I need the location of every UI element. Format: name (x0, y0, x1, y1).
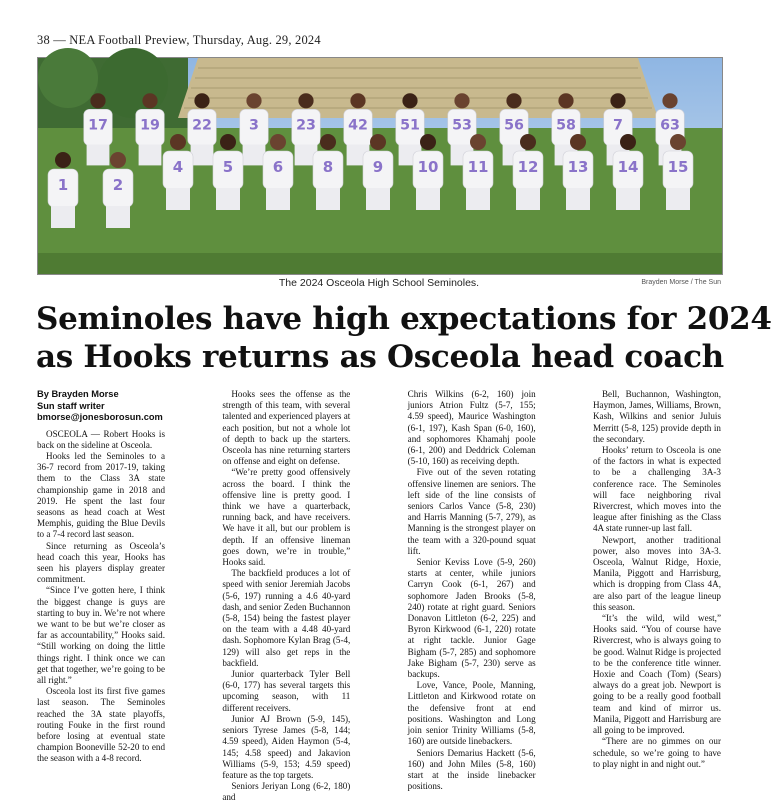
photo-caption: The 2024 Osceola High School Seminoles. (278, 277, 480, 289)
jersey-number: 58 (556, 117, 576, 134)
article-paragraph: Hooks’ return to Osceola is one of the factors in what is expected to be a challenging 3A-3 conference race. The Seminoles will face neighboring rival Rivercrest, which moves into the league after finishing as the Class 4A state runner-up last fall. (592, 445, 721, 534)
article-paragraph: Seniors Demarius Hackett (5-6, 160) and John Miles (5-8, 160) start at the inside linebacker positions. (407, 747, 536, 792)
byline-author: By Brayden Morse (37, 389, 119, 399)
article-paragraph: Hooks led the Seminoles to a 36-7 record from 2017-19, taking them to the Class 3A state championship game in 2018 and 2019. He spent the last four seasons as head coach at West Memphis, guiding the Blue Devils to a 7-4 record last season. (37, 450, 165, 540)
jersey-number: 2 (112, 176, 124, 194)
article-paragraph: Bell, Buchannon, Washington, Haymon, James, Williams, Brown, Kash, Wilkins and senior Juluis Merritt (5-8, 125) provide depth in the secondary. (592, 389, 721, 444)
jersey-number: 10 (417, 158, 439, 176)
article-paragraph: Since returning as Osceola’s head coach this year, Hooks has seen his players display greater commitment. (37, 540, 165, 585)
jersey-number: 23 (296, 117, 316, 134)
jersey-number: 1 (57, 176, 69, 194)
headline-line-2: as Hooks returns as Osceola head coach (36, 339, 724, 375)
jersey-number: 13 (567, 158, 589, 176)
article-paragraph: Senior Keviss Love (5-9, 260) starts at center, while juniors Carryn Cook (6-1, 267) and sophomore Jaden Brooks (5-8, 240) rotate at right guard. Seniors Donavon Littleton (6-2, 225) and Byron Kirkwood (6-1, 220) rotate at right tackle. Junior Gage Bigham (5-7, 285) and sophomore Jake Bigham (5-7, 230) serve as backups. (407, 557, 536, 680)
article-column-2 (222, 389, 351, 803)
jersey-number: 4 (172, 158, 184, 176)
running-head: 38 — NEA Football Preview, Thursday, Aug. 29, 2024 (37, 33, 321, 47)
article-paragraph: Junior AJ Brown (5-9, 145), seniors Tyrese James (5-8, 144; 4.59 speed), Aiden Haymon (5-4, 145; 4.58 speed) and Jakavion Williams (5-9, 153; 4.59 speed) feature as the top targets. (222, 713, 351, 780)
jersey-number: 19 (140, 117, 160, 134)
jersey-number: 42 (348, 117, 368, 134)
photo-credit: Brayden Morse / The Sun (641, 279, 721, 286)
jersey-number: 9 (372, 158, 384, 176)
jersey-number: 15 (667, 158, 689, 176)
team-photo-illustration (38, 58, 722, 274)
jersey-number: 8 (322, 158, 334, 176)
article-paragraph: Love, Vance, Poole, Manning, Littleton and Kirkwood rotate on the defensive front at end positions. Washington and Long join senior Trinity Williams (5-8, 160) are outside linebackers. (407, 680, 536, 747)
jersey-number: 17 (88, 117, 108, 134)
headline-line-1: Seminoles have high expectations for 2024 (36, 301, 772, 337)
jersey-number: 53 (452, 117, 472, 134)
article-paragraph: Junior quarterback Tyler Bell (6-0, 177) has several targets this upcoming season, with 11 different receivers. (222, 669, 351, 713)
article-paragraph: Hooks sees the offense as the strength of this team, with several talented and experienced players at each position, but not a whole lot of depth to back up the starters. Osceola has nine returning starters on offense and eight on defense. (222, 389, 351, 467)
byline-title: Sun staff writer (37, 400, 105, 411)
article-column-4 (592, 389, 721, 769)
byline-email[interactable]: bmorse@jonesborosun.com (37, 412, 163, 422)
article-body (37, 389, 721, 803)
article-column-1 (37, 389, 165, 764)
article-paragraph: “It’s the wild, wild west,” Hooks said. “You of course have Rivercrest, who is always going to be good. Walnut Ridge is projected to be the conference title winner. Hoxie and Coach (Tom) (Sears) always do a great job. Newport is going to be a really good football team and kind of mirror us. Manila, Piggott and Harrisburg are all going to be improved. (592, 613, 721, 736)
article-paragraph: “We’re pretty good offensively across the board. I think the offensive line is pretty good. I think we have a quarterback, running back, and have receivers. We have it all, but our problem is depth. If an offensive lineman goes down, we’re in trouble,” Hooks said. (222, 467, 351, 568)
headline (36, 300, 772, 376)
jersey-number: 7 (613, 117, 623, 134)
article-paragraph: Chris Wilkins (6-2, 160) join juniors Atrion Fultz (5-7, 155; 4.59 speed), Maurice Washington (6-1, 197), Kash Span (6-0, 160), and sophomores Khamahj poole (6-1, 200) and Deddrick Coleman (5-10, 160) as receiving depth. (407, 389, 536, 467)
jersey-number: 6 (272, 158, 284, 176)
article-paragraph: The backfield produces a lot of speed with senior Jeremiah Jacobs (5-6, 197) running a 4.6 40-yard dash, and senior Zeden Buchannon (5-8, 154) being the fastest player on the team with a 4.48 40-yard dash. Sophomore Kylan Brag (5-4, 129) will also get reps in the backfield. (222, 568, 351, 668)
byline (37, 389, 165, 424)
jersey-number: 51 (400, 117, 420, 134)
jersey-number: 12 (517, 158, 539, 176)
team-photo (37, 57, 723, 275)
article-paragraph: OSCEOLA — Robert Hooks is back on the sideline at Osceola. (37, 428, 165, 450)
article-paragraph: Newport, another traditional power, also moves into 3A-3. Osceola, Walnut Ridge, Hoxie, Manila, Piggott and Harrisburg, which is dropping from Class 4A, are also part of the league lineup this season. (592, 534, 721, 612)
article-paragraph: Seniors Jeriyan Long (6-2, 180) and (222, 781, 351, 803)
jersey-number: 14 (617, 158, 639, 176)
article-paragraph: “Since I’ve gotten here, I think the biggest change is guys are starting to buy in. We’re not where we want to be but we’re closer as far as accountability,” Hooks said. “Still working on doing the little things right. I think once we can get that together, we’re going to be all right.” (37, 585, 165, 685)
article-column-3 (407, 389, 536, 792)
jersey-number: 5 (222, 158, 234, 176)
article-paragraph: “There are no gimmes on our schedule, so we’re going to have to play night in and night out.” (592, 736, 721, 769)
jersey-number: 11 (467, 158, 489, 176)
jersey-number: 22 (192, 117, 212, 134)
jersey-number: 3 (249, 117, 259, 134)
jersey-number: 56 (504, 117, 524, 134)
article-paragraph: Osceola lost its first five games last season. The Seminoles reached the 3A state playoffs, routing Fouke in the first round before losing at eventual state champion Booneville 52-20 to end the season with a 4-8 record. (37, 686, 165, 764)
jersey-number: 63 (660, 117, 680, 134)
article-paragraph: Five out of the seven rotating offensive linemen are seniors. The left side of the line consists of seniors Carlos Vance (5-8, 230) and Harris Manning (5-7, 279), as Manning is the strongest player on the team with a 320-pound squat lift. (407, 467, 536, 556)
